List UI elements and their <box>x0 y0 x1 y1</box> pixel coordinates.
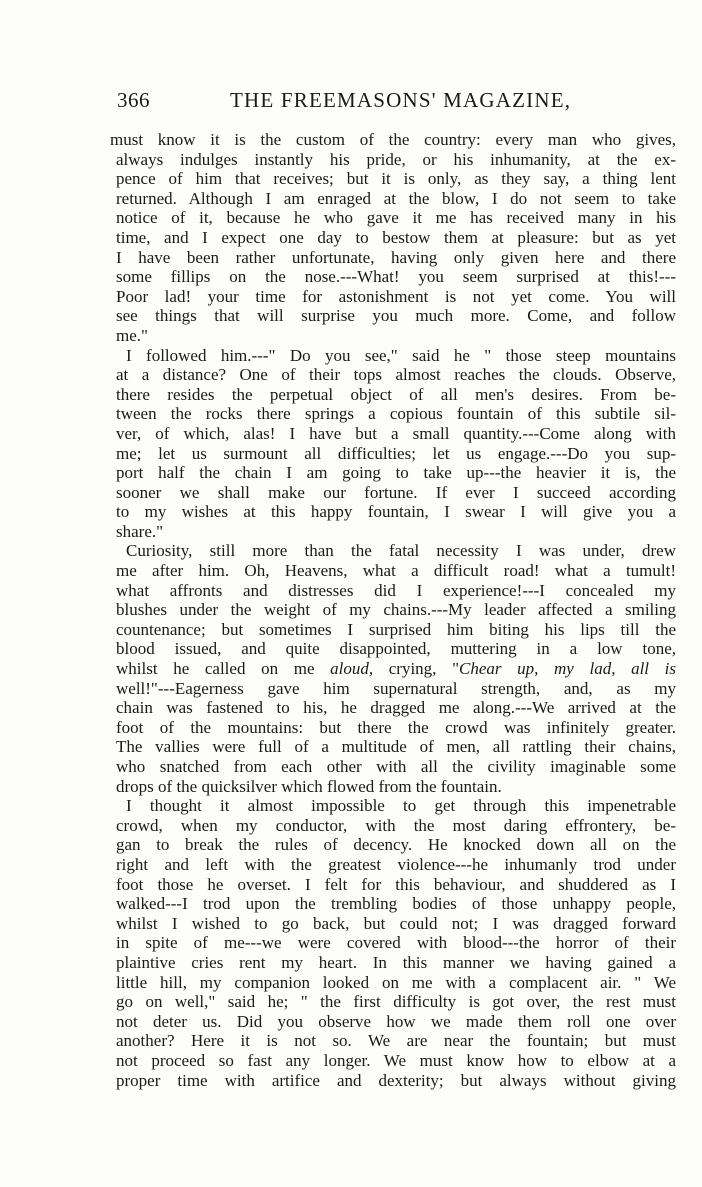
text-line: to my wishes at this happy fountain, I swear I will give you a <box>116 502 676 522</box>
text-line: share." <box>116 521 164 541</box>
text-line: crowd, when my conductor, with the most daring effrontery, be- <box>116 815 676 835</box>
text-line: right and left with the greatest violence---he inhumanly trod under <box>116 854 676 874</box>
text-line: me." <box>116 325 148 345</box>
text-line: returned. Although I am enraged at the blow, I do not seem to take <box>116 188 676 208</box>
text-line: pence of him that receives; but it is only, as they say, a thing lent <box>116 169 676 189</box>
text-line: who snatched from each other with all the civility imaginable some <box>116 757 676 776</box>
text-line: drops of the quicksilver which flowed from the fountain. <box>116 776 502 796</box>
text-line: blood issued, and quite disappointed, muttering in a low tone, <box>116 639 676 659</box>
text-line: Curiosity, still more than the fatal necessity I was under, drew <box>126 541 676 561</box>
text-line: tween the rocks there springs a copious fountain of this subtile sil- <box>116 404 676 424</box>
paragraph <box>116 796 676 1090</box>
text-line: whilst I wished to go back, but could not; I was dragged forward <box>116 913 676 933</box>
text-line: not proceed so fast any longer. We must know how to elbow at a <box>116 1050 676 1070</box>
paragraph <box>116 541 676 796</box>
text-line: plaintive cries rent my heart. In this manner we having gained a <box>116 952 676 972</box>
text-line: foot those he overset. I felt for this behaviour, and shuddered as I <box>116 874 676 894</box>
text-line: I have been rather unfortunate, having only given here and there <box>116 247 676 267</box>
text-line: proper time with artifice and dexterity; but always without giving <box>116 1070 676 1090</box>
text-segment: whilst he called on me <box>116 659 315 679</box>
text-line: little hill, my companion looked on me with a complacent air. " We <box>116 972 676 992</box>
text-line: walked---I trod upon the trembling bodies of those unhappy people, <box>116 894 676 914</box>
text-line: foot of the mountains: but there the crowd was infinitely greater. <box>116 717 676 737</box>
text-line: countenance; but sometimes I surprised him biting his lips till the <box>116 619 676 639</box>
text-line: in spite of me---we were covered with blood---the horror of their <box>116 933 676 953</box>
text-line: what affronts and distresses did I experience!---I concealed my <box>116 580 676 600</box>
text-line: I thought it almost impossible to get through this impenetrable <box>126 796 676 816</box>
text-line: go on well," said he; " the first difficulty is got over, the rest must <box>116 992 676 1012</box>
text-line: port half the chain I am going to take up---the heavier it is, the <box>116 463 676 483</box>
italic-segment: aloud, <box>330 659 374 679</box>
text-line: another? Here it is not so. We are near the fountain; but must <box>116 1031 676 1051</box>
page-number: 366 <box>117 88 150 112</box>
paragraph <box>110 130 676 346</box>
text-line: blushes under the weight of my chains.---My leader affected a smiling <box>116 600 676 620</box>
text-line: time, and I expect one day to bestow them at pleasure: but as yet <box>116 227 676 247</box>
text-line: I followed him.---" Do you see," said he " those steep mountains <box>126 345 676 365</box>
text-line: notice of it, because he who gave it me has received many in his <box>116 208 676 228</box>
text-line: not deter us. Did you observe how we made them roll one over <box>116 1011 676 1031</box>
text-line: me; let us surmount all difficulties; let us engage.---Do you sup- <box>116 443 676 463</box>
text-line: ver, of which, alas! I have but a small quantity.---Come along with <box>116 423 676 443</box>
text-line: some fillips on the nose.---What! you seem surprised at this!--- <box>116 267 676 287</box>
text-line: well!"---Eagerness gave him supernatural strength, and, as my <box>116 678 676 698</box>
running-title: THE FREEMASONS' MAGAZINE, <box>230 88 572 112</box>
text-line: always indulges instantly his pride, or his inhumanity, at the ex- <box>116 149 676 169</box>
text-line: there resides the perpetual object of all men's desires. From be- <box>116 384 676 404</box>
text-line: must know it is the custom of the country: every man who gives, <box>110 130 676 149</box>
text-line: chain was fastened to his, he dragged me along.---We arrived at the <box>116 698 676 718</box>
text-line: The vallies were full of a multitude of men, all rattling their chains, <box>116 737 676 757</box>
text-segment: crying, " <box>373 659 460 679</box>
page-header <box>117 88 677 118</box>
text-line: me after him. Oh, Heavens, what a difficult road! what a tumult! <box>116 561 676 581</box>
italic-quote: Chear up, my lad, all is <box>459 659 677 679</box>
text-line: sooner we shall make our fortune. If ever I succeed according <box>116 482 676 502</box>
text-line: gan to break the rules of decency. He knocked down all on the <box>116 835 676 855</box>
article-body <box>110 130 677 1090</box>
text-line-mixed <box>116 659 676 679</box>
paragraph <box>116 346 676 542</box>
text-line: Poor lad! your time for astonishment is not yet come. You will <box>116 286 676 306</box>
text-line: see things that will surprise you much more. Come, and follow <box>116 306 676 326</box>
text-line: at a distance? One of their tops almost reaches the clouds. Observe, <box>116 365 676 385</box>
